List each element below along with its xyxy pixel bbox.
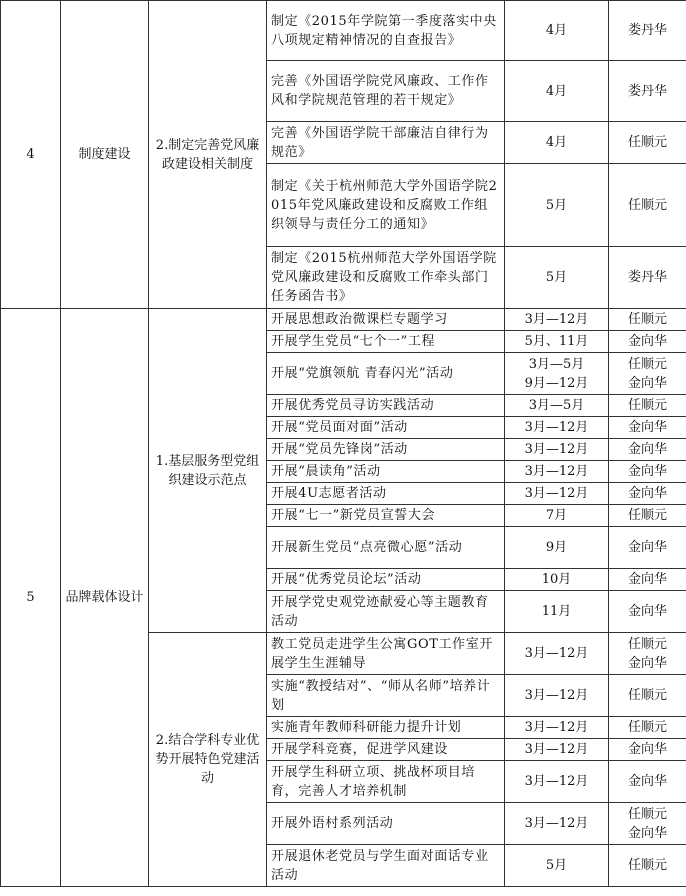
time-cell	[505, 483, 609, 505]
owner-name: 任顺元	[627, 398, 667, 413]
time-text: 5月、11月	[524, 334, 589, 349]
owner-name: 金向华	[627, 540, 667, 555]
owner-cell	[609, 591, 686, 633]
task-cell: 开展优秀党员寻访实践活动	[267, 395, 505, 417]
category-cell: 品牌载体设计	[61, 309, 149, 887]
owner-name: 金向华	[627, 420, 667, 435]
task-cell: 开展“优秀党员论坛”活动	[267, 569, 505, 591]
owner-name: 任顺元	[627, 806, 667, 822]
task-cell: 实施青年教师科研能力提升计划	[267, 717, 505, 739]
task-cell: 制定《2015杭州师范大学外国语学院党风廉政建设和反腐败工作牵头部门任务函告书》	[267, 247, 505, 309]
owner-name: 金向华	[627, 375, 667, 391]
table-body	[1, 1, 686, 887]
owner-cell	[609, 461, 686, 483]
owner-name: 任顺元	[627, 356, 667, 372]
owner-cell	[609, 353, 686, 395]
time-text: 10月	[541, 572, 572, 587]
time-cell	[505, 122, 609, 164]
owner-name: 娄丹华	[627, 83, 667, 99]
task-cell: 开展“党员先锋岗”活动	[267, 439, 505, 461]
task-cell: 开展学生科研立项、挑战杯项目培育，完善人才培养机制	[267, 761, 505, 803]
owner-cell	[609, 527, 686, 569]
time-cell	[505, 439, 609, 461]
task-cell: 实施“教授结对”、“师从名师”培养计划	[267, 675, 505, 717]
task-cell: 开展退休老党员与学生面对面话专业活动	[267, 845, 505, 887]
owner-cell	[609, 483, 686, 505]
owner-name: 金向华	[627, 655, 667, 671]
time-text: 5月	[545, 197, 568, 213]
owner-cell	[609, 633, 686, 675]
time-cell	[505, 353, 609, 395]
task-cell: 开展学生党员“七个一”工程	[267, 331, 505, 353]
owner-cell	[609, 309, 686, 331]
time-cell	[505, 164, 609, 247]
time-text: 9月	[545, 540, 568, 555]
owner-name: 任顺元	[627, 636, 667, 652]
owner-cell	[609, 417, 686, 439]
time-cell	[505, 461, 609, 483]
task-cell: 完善《外国语学院干部廉洁自律行为规范》	[267, 122, 505, 164]
time-text: 7月	[545, 508, 568, 523]
time-text: 4月	[545, 135, 568, 150]
owner-cell	[609, 803, 686, 845]
time-cell	[505, 417, 609, 439]
owner-cell	[609, 569, 686, 591]
time-text: 9月—12月	[524, 375, 589, 391]
time-text: 11月	[541, 604, 572, 619]
task-cell: 开展“党旗领航 青春闪光”活动	[267, 353, 505, 395]
owner-cell	[609, 247, 686, 309]
owner-name: 任顺元	[627, 135, 667, 150]
owner-cell	[609, 761, 686, 803]
time-text: 5月	[545, 858, 568, 873]
time-cell	[505, 717, 609, 739]
owner-name: 娄丹华	[627, 23, 667, 38]
time-cell	[505, 761, 609, 803]
time-cell	[505, 591, 609, 633]
time-text: 3月—12月	[524, 720, 589, 735]
time-cell	[505, 331, 609, 353]
time-text: 5月	[545, 270, 568, 285]
owner-cell	[609, 1, 686, 61]
task-cell: 开展思想政治微课栏专题学习	[267, 309, 505, 331]
task-cell: 开展学科竞赛，促进学风建设	[267, 739, 505, 761]
time-cell	[505, 569, 609, 591]
time-cell	[505, 633, 609, 675]
category-cell: 制度建设	[61, 1, 149, 309]
subcategory-cell: 2.结合学科专业优势开展特色党建活动	[149, 633, 267, 887]
task-cell: 开展“七一”新党员宣誓大会	[267, 505, 505, 527]
owner-cell	[609, 717, 686, 739]
time-text: 3月—12月	[524, 442, 589, 457]
owner-name: 金向华	[627, 825, 667, 841]
task-cell: 制定《2015年学院第一季度落实中央八项规定精神情况的自查报告》	[267, 1, 505, 61]
owner-cell	[609, 395, 686, 417]
owner-name: 任顺元	[627, 197, 667, 213]
item-number: 4	[1, 1, 61, 309]
owner-name: 任顺元	[627, 858, 667, 873]
owner-name: 金向华	[627, 334, 667, 349]
time-text: 3月—12月	[524, 816, 589, 831]
time-text: 3月—12月	[524, 742, 589, 757]
owner-name: 金向华	[627, 774, 667, 789]
owner-name: 任顺元	[627, 688, 667, 703]
time-cell	[505, 61, 609, 122]
time-text: 3月—12月	[524, 312, 589, 327]
time-cell	[505, 505, 609, 527]
item-number: 5	[1, 309, 61, 887]
owner-name: 任顺元	[627, 720, 667, 735]
owner-cell	[609, 331, 686, 353]
owner-cell	[609, 505, 686, 527]
owner-name: 金向华	[627, 742, 667, 757]
time-cell	[505, 395, 609, 417]
time-cell	[505, 739, 609, 761]
owner-cell	[609, 675, 686, 717]
task-cell: 开展学党史观党迹献爱心等主题教育活动	[267, 591, 505, 633]
time-text: 4月	[545, 23, 568, 38]
time-cell	[505, 247, 609, 309]
task-cell: 开展“晨读角”活动	[267, 461, 505, 483]
owner-name: 娄丹华	[627, 270, 667, 285]
time-text: 3月—12月	[524, 774, 589, 789]
owner-name: 任顺元	[627, 508, 667, 523]
task-cell: 制定《关于杭州师范大学外国语学院2015年党风廉政建设和反腐败工作组织领导与责任分工的通知》	[267, 164, 505, 247]
time-text: 4月	[545, 83, 568, 99]
time-cell	[505, 1, 609, 61]
time-cell	[505, 845, 609, 887]
time-text: 3月—12月	[524, 646, 589, 661]
time-text: 3月—12月	[524, 688, 589, 703]
task-cell: 完善《外国语学院党风廉政、工作作风和学院规范管理的若干规定》	[267, 61, 505, 122]
time-cell	[505, 803, 609, 845]
task-cell: 开展“党员面对面”活动	[267, 417, 505, 439]
time-text: 3月—5月	[528, 356, 585, 372]
owner-name: 金向华	[627, 604, 667, 619]
owner-name: 金向华	[627, 486, 667, 501]
owner-name: 金向华	[627, 442, 667, 457]
owner-cell	[609, 845, 686, 887]
owner-name: 金向华	[627, 464, 667, 479]
time-text: 3月—12月	[524, 464, 589, 479]
time-text: 3月—5月	[528, 398, 585, 413]
time-text: 3月—12月	[524, 420, 589, 435]
owner-cell	[609, 122, 686, 164]
owner-cell	[609, 439, 686, 461]
time-cell	[505, 527, 609, 569]
subcategory-cell: 1.基层服务型党组织建设示范点	[149, 309, 267, 633]
owner-cell	[609, 164, 686, 247]
owner-cell	[609, 739, 686, 761]
task-cell: 教工党员走进学生公寓GOT工作室开展学生生涯辅导	[267, 633, 505, 675]
task-cell: 开展外语村系列活动	[267, 803, 505, 845]
table-row	[1, 309, 686, 331]
subcategory-cell: 2.制定完善党风廉政建设相关制度	[149, 1, 267, 309]
task-cell: 开展新生党员“点亮微心愿”活动	[267, 527, 505, 569]
task-cell: 开展4U志愿者活动	[267, 483, 505, 505]
owner-name: 金向华	[627, 572, 667, 587]
time-cell	[505, 309, 609, 331]
time-cell	[505, 675, 609, 717]
time-text: 3月—12月	[524, 486, 589, 501]
table-row	[1, 1, 686, 61]
owner-name: 任顺元	[627, 312, 667, 327]
owner-cell	[609, 61, 686, 122]
